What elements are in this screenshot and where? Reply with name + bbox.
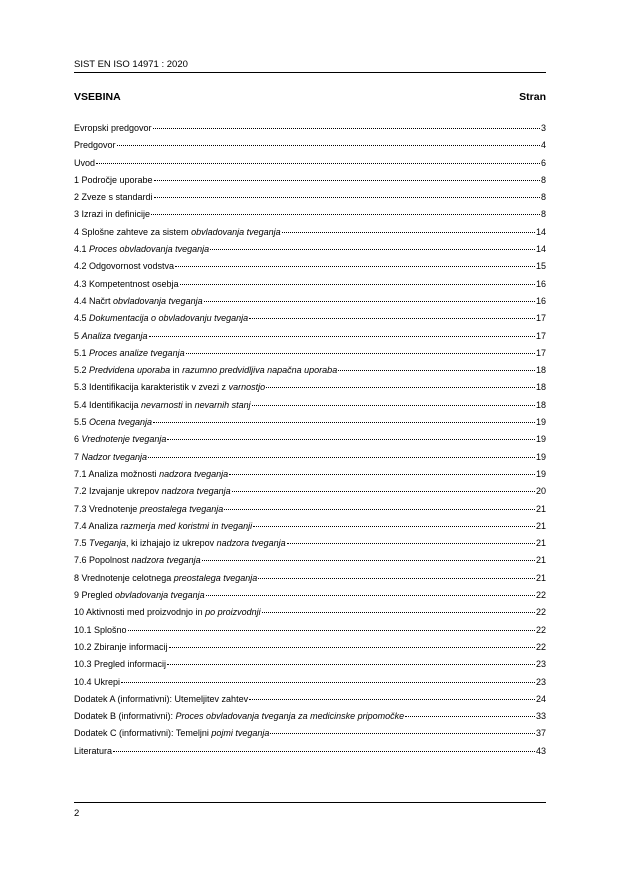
toc-entry-label-italic: obvladovanja tveganja xyxy=(115,590,205,601)
toc-entry-page: 17 xyxy=(535,330,546,341)
toc-entry-label-text: 4.2 Odgovornost vodstva xyxy=(74,261,175,272)
toc-entry-label xyxy=(74,293,203,310)
toc-entry xyxy=(74,691,546,708)
toc-entry-label-italic: Nadzor tveganja xyxy=(81,451,148,462)
toc-entry-page: 6 xyxy=(540,157,546,168)
toc-leader-dots xyxy=(153,120,540,129)
toc-entry-label xyxy=(74,189,153,206)
toc-entry xyxy=(74,120,546,137)
toc-leader-dots xyxy=(210,241,535,250)
toc-entry xyxy=(74,518,546,535)
toc-entry-page: 22 xyxy=(535,607,546,618)
toc-entry-label-text: in xyxy=(170,365,183,376)
toc-entry xyxy=(74,379,546,396)
toc-entry-page: 14 xyxy=(535,244,546,255)
page-number: 2 xyxy=(74,808,80,819)
toc-entry xyxy=(74,276,546,293)
toc-entry-label xyxy=(74,120,152,137)
toc-entry-label xyxy=(74,656,166,673)
toc-entry-label-text: 9 Pregled xyxy=(74,590,116,601)
toc-entry-label xyxy=(74,137,116,154)
toc-entry xyxy=(74,414,546,431)
toc-entry-label-text: 4.1 xyxy=(74,244,90,255)
toc-entry-label-italic: razmerja med koristmi in tveganji xyxy=(120,520,253,531)
toc-entry-label-text: , ki izhajajo iz ukrepov xyxy=(126,538,217,549)
toc-entry-label-italic: Analiza tveganja xyxy=(81,330,148,341)
toc-entry-label-text: 2 Zveze s standardi xyxy=(74,192,153,203)
toc-leader-dots xyxy=(206,587,535,596)
toc-entry-label xyxy=(74,155,95,172)
toc-entry-label xyxy=(74,518,252,535)
toc-entry-label xyxy=(74,552,201,569)
toc-entry-label xyxy=(74,431,166,448)
toc-entry-label-text: 5.2 xyxy=(74,365,90,376)
toc-entry-label xyxy=(74,310,248,327)
toc-entry xyxy=(74,362,546,379)
toc-leader-dots xyxy=(169,639,535,648)
toc-entry-label xyxy=(74,379,265,396)
toc-entry-label-italic: pojmi tveganja xyxy=(211,728,270,739)
toc-entry xyxy=(74,535,546,552)
toc-leader-dots xyxy=(262,604,535,613)
standard-code: SIST EN ISO 14971 : 2020 xyxy=(74,59,188,70)
toc-entry-label-italic: obvladovanja tveganja xyxy=(191,226,281,237)
toc-entry-label xyxy=(74,206,150,223)
toc-entry-label-text: in xyxy=(182,399,195,410)
toc-entry-label xyxy=(74,258,174,275)
toc-entry-page: 21 xyxy=(535,572,546,583)
toc-entry xyxy=(74,622,546,639)
toc-entry xyxy=(74,656,546,673)
toc-entry-label-italic: preostalega tveganja xyxy=(139,503,224,514)
toc-entry-page: 24 xyxy=(535,693,546,704)
toc-leader-dots xyxy=(232,483,535,492)
toc-entry-label-text: Dodatek B (informativni): xyxy=(74,711,176,722)
toc-entry-label-text: 10.3 Pregled informacij xyxy=(74,659,167,670)
toc-entry xyxy=(74,137,546,154)
toc-entry-label xyxy=(74,224,281,241)
toc-title: VSEBINA xyxy=(74,91,121,103)
toc-entry-label-text: 5.5 xyxy=(74,417,90,428)
toc-leader-dots xyxy=(96,155,540,164)
toc-entry-page: 19 xyxy=(535,417,546,428)
toc-entry-page: 8 xyxy=(540,209,546,220)
toc-entry-label-italic: Ocena tveganja xyxy=(89,417,153,428)
document-header xyxy=(74,59,546,73)
toc-entry-label-italic: varnostjo xyxy=(228,382,266,393)
toc-entry-label xyxy=(74,570,257,587)
toc-entry xyxy=(74,449,546,466)
toc-entry-page: 18 xyxy=(535,365,546,376)
toc-entry xyxy=(74,293,546,310)
toc-entry xyxy=(74,345,546,362)
toc-leader-dots xyxy=(175,258,535,267)
toc-entry xyxy=(74,501,546,518)
toc-entry-label xyxy=(74,172,153,189)
toc-entry-label-text: 5.3 Identifikacija karakteristik v zvezi z xyxy=(74,382,229,393)
toc-entry-page: 8 xyxy=(540,174,546,185)
toc-entry-label xyxy=(74,535,286,552)
toc-entry-page: 21 xyxy=(535,538,546,549)
toc-leader-dots xyxy=(154,189,540,198)
toc-leader-dots xyxy=(117,137,540,146)
toc-entry-label-text: Uvod xyxy=(74,157,96,168)
toc-leader-dots xyxy=(229,466,535,475)
toc-leader-dots xyxy=(180,276,535,285)
toc-entry-label-text: 6 xyxy=(74,434,82,445)
toc-entry xyxy=(74,674,546,691)
toc-entry-label-text: Dodatek C (informativni): Temeljni xyxy=(74,728,212,739)
toc-entry-label-text: 7.6 Popolnost xyxy=(74,555,132,566)
toc-entry-label-italic: obvladovanja tveganja xyxy=(113,295,203,306)
toc-entry-page: 16 xyxy=(535,278,546,289)
page-column-label: Stran xyxy=(519,91,546,103)
toc-entry-page: 21 xyxy=(535,503,546,514)
toc-leader-dots xyxy=(224,501,535,510)
toc-leader-dots xyxy=(253,518,535,527)
toc-entry-label xyxy=(74,483,231,500)
toc-entry xyxy=(74,397,546,414)
toc-entry xyxy=(74,570,546,587)
toc-entry-label-italic: Dokumentacija o obvladovanju tveganja xyxy=(89,313,249,324)
toc-leader-dots xyxy=(266,379,535,388)
table-of-contents xyxy=(74,120,546,760)
toc-leader-dots xyxy=(338,362,535,371)
toc-entry-label-italic: nevarnih stanj xyxy=(194,399,251,410)
toc-entry-label xyxy=(74,362,337,379)
toc-entry xyxy=(74,587,546,604)
toc-entry-page: 20 xyxy=(535,486,546,497)
toc-entry-label xyxy=(74,345,185,362)
toc-entry-label-text: 7.4 Analiza xyxy=(74,520,121,531)
toc-entry-label xyxy=(74,466,228,483)
toc-entry-page: 22 xyxy=(535,590,546,601)
toc-entry xyxy=(74,189,546,206)
toc-leader-dots xyxy=(405,708,535,717)
toc-entry-label xyxy=(74,328,148,345)
toc-entry-label-italic: Proces obvladovanja tveganja za medicinske pripomočke xyxy=(175,711,405,722)
footer-divider xyxy=(74,802,546,803)
toc-entry-label-italic: Predvidena uporaba xyxy=(89,365,171,376)
toc-entry-label xyxy=(74,604,261,621)
toc-entry-label-text: 3 Izrazi in definicije xyxy=(74,209,151,220)
toc-entry xyxy=(74,743,546,760)
toc-entry xyxy=(74,172,546,189)
toc-leader-dots xyxy=(249,691,535,700)
toc-entry-page: 18 xyxy=(535,382,546,393)
toc-entry-label xyxy=(74,241,209,258)
toc-entry-label xyxy=(74,691,248,708)
toc-entry xyxy=(74,241,546,258)
toc-entry-label-italic: po proizvodnji xyxy=(205,607,261,618)
toc-entry-label-text: 8 Vrednotenje celotnega xyxy=(74,572,174,583)
toc-entry xyxy=(74,483,546,500)
toc-entry-label-text: 10.2 Zbiranje informacij xyxy=(74,641,168,652)
toc-entry-page: 23 xyxy=(535,659,546,670)
toc-entry-page: 21 xyxy=(535,555,546,566)
toc-entry-label xyxy=(74,397,251,414)
toc-entry-label-text: 7.3 Vrednotenje xyxy=(74,503,140,514)
toc-entry-label xyxy=(74,674,120,691)
toc-title-row xyxy=(74,91,546,103)
toc-leader-dots xyxy=(121,674,535,683)
toc-entry-label-italic: Proces analize tveganja xyxy=(89,347,185,358)
toc-entry-label-text: 4.4 Načrt xyxy=(74,295,114,306)
toc-entry-page: 4 xyxy=(540,140,546,151)
toc-entry-page: 3 xyxy=(540,123,546,133)
toc-entry-label xyxy=(74,414,152,431)
toc-entry-label-italic: Vrednotenje tveganja xyxy=(81,434,167,445)
toc-entry-label xyxy=(74,622,127,639)
toc-entry xyxy=(74,224,546,241)
toc-entry-page: 23 xyxy=(535,676,546,687)
toc-entry-page: 19 xyxy=(535,451,546,462)
toc-entry-page: 43 xyxy=(535,745,546,756)
toc-entry xyxy=(74,328,546,345)
toc-entry-label-text: 7 xyxy=(74,451,82,462)
toc-leader-dots xyxy=(282,224,535,233)
toc-leader-dots xyxy=(167,431,535,440)
toc-entry-label-text: 10.4 Ukrepi xyxy=(74,676,121,687)
toc-leader-dots xyxy=(258,570,535,579)
toc-entry xyxy=(74,206,546,223)
toc-entry xyxy=(74,604,546,621)
toc-entry xyxy=(74,310,546,327)
toc-entry-page: 18 xyxy=(535,399,546,410)
toc-entry-label-text: 10.1 Splošno xyxy=(74,624,127,635)
toc-entry-page: 15 xyxy=(535,261,546,272)
toc-leader-dots xyxy=(249,310,535,319)
toc-leader-dots xyxy=(252,397,535,406)
toc-entry-label-text: 1 Področje uporabe xyxy=(74,174,153,185)
toc-entry-label xyxy=(74,639,168,656)
toc-entry xyxy=(74,155,546,172)
toc-entry-label-text: 5.1 xyxy=(74,347,90,358)
toc-entry-label-text: 7.5 xyxy=(74,538,90,549)
toc-entry-page: 16 xyxy=(535,295,546,306)
toc-entry-label-text: 4 Splošne zahteve za sistem xyxy=(74,226,192,237)
toc-leader-dots xyxy=(202,552,535,561)
toc-leader-dots xyxy=(204,293,535,302)
toc-entry-page: 19 xyxy=(535,434,546,445)
toc-leader-dots xyxy=(151,206,540,215)
toc-entry-label-text: 10 Aktivnosti med proizvodnjo in xyxy=(74,607,206,618)
toc-entry xyxy=(74,431,546,448)
toc-leader-dots xyxy=(270,725,535,734)
toc-leader-dots xyxy=(287,535,535,544)
toc-entry-label xyxy=(74,587,205,604)
toc-leader-dots xyxy=(148,449,535,458)
toc-leader-dots xyxy=(113,743,535,752)
toc-entry-label-italic: Proces obvladovanja tveganja xyxy=(89,244,210,255)
toc-entry-label-text: 5 xyxy=(74,330,82,341)
toc-entry-page: 17 xyxy=(535,347,546,358)
toc-entry-label-text: 4.5 xyxy=(74,313,90,324)
toc-entry-label xyxy=(74,501,223,518)
toc-entry-page: 14 xyxy=(535,226,546,237)
toc-entry xyxy=(74,725,546,742)
toc-entry-label-text: 7.1 Analiza možnosti xyxy=(74,468,160,479)
toc-leader-dots xyxy=(167,656,535,665)
toc-entry-label-italic: nadzora tveganja xyxy=(159,468,229,479)
toc-entry-label xyxy=(74,708,404,725)
toc-entry-label-text: 4.3 Kompetentnost osebja xyxy=(74,278,179,289)
toc-leader-dots xyxy=(128,622,535,631)
toc-entry xyxy=(74,639,546,656)
toc-entry-label-italic: preostalega tveganja xyxy=(173,572,258,583)
toc-entry-label-text: Predgovor xyxy=(74,140,116,151)
toc-entry-label xyxy=(74,276,179,293)
toc-entry-label xyxy=(74,743,112,760)
toc-leader-dots xyxy=(149,328,535,337)
toc-leader-dots xyxy=(186,345,535,354)
toc-entry xyxy=(74,466,546,483)
toc-entry-page: 33 xyxy=(535,711,546,722)
toc-entry-page: 19 xyxy=(535,468,546,479)
toc-entry xyxy=(74,708,546,725)
toc-entry-page: 22 xyxy=(535,624,546,635)
toc-entry-label-text: 7.2 Izvajanje ukrepov xyxy=(74,486,162,497)
toc-entry-page: 17 xyxy=(535,313,546,324)
toc-entry xyxy=(74,258,546,275)
toc-entry-label-italic: nadzora tveganja xyxy=(161,486,231,497)
toc-entry-page: 37 xyxy=(535,728,546,739)
toc-entry-label-italic: nevarnosti xyxy=(141,399,183,410)
toc-entry-label-text: Evropski predgovor xyxy=(74,123,152,133)
toc-entry-page: 22 xyxy=(535,641,546,652)
toc-entry-page: 8 xyxy=(540,192,546,203)
toc-entry-label-text: Dodatek A (informativni): Utemeljitev zahtev xyxy=(74,693,249,704)
toc-leader-dots xyxy=(153,414,535,423)
toc-entry-label-text: Literatura xyxy=(74,745,113,756)
toc-entry-page: 21 xyxy=(535,520,546,531)
toc-entry-label-italic: Tveganja xyxy=(89,538,127,549)
toc-entry-label xyxy=(74,725,269,742)
toc-entry xyxy=(74,552,546,569)
toc-entry-label-text: 5.4 Identifikacija xyxy=(74,399,142,410)
toc-entry-label-italic: nadzora tveganja xyxy=(131,555,201,566)
toc-entry-label xyxy=(74,449,147,466)
toc-leader-dots xyxy=(154,172,540,181)
toc-entry-label-italic: razumno predvidljiva napačna uporaba xyxy=(182,365,338,376)
toc-entry-label-italic: nadzora tveganja xyxy=(216,538,286,549)
